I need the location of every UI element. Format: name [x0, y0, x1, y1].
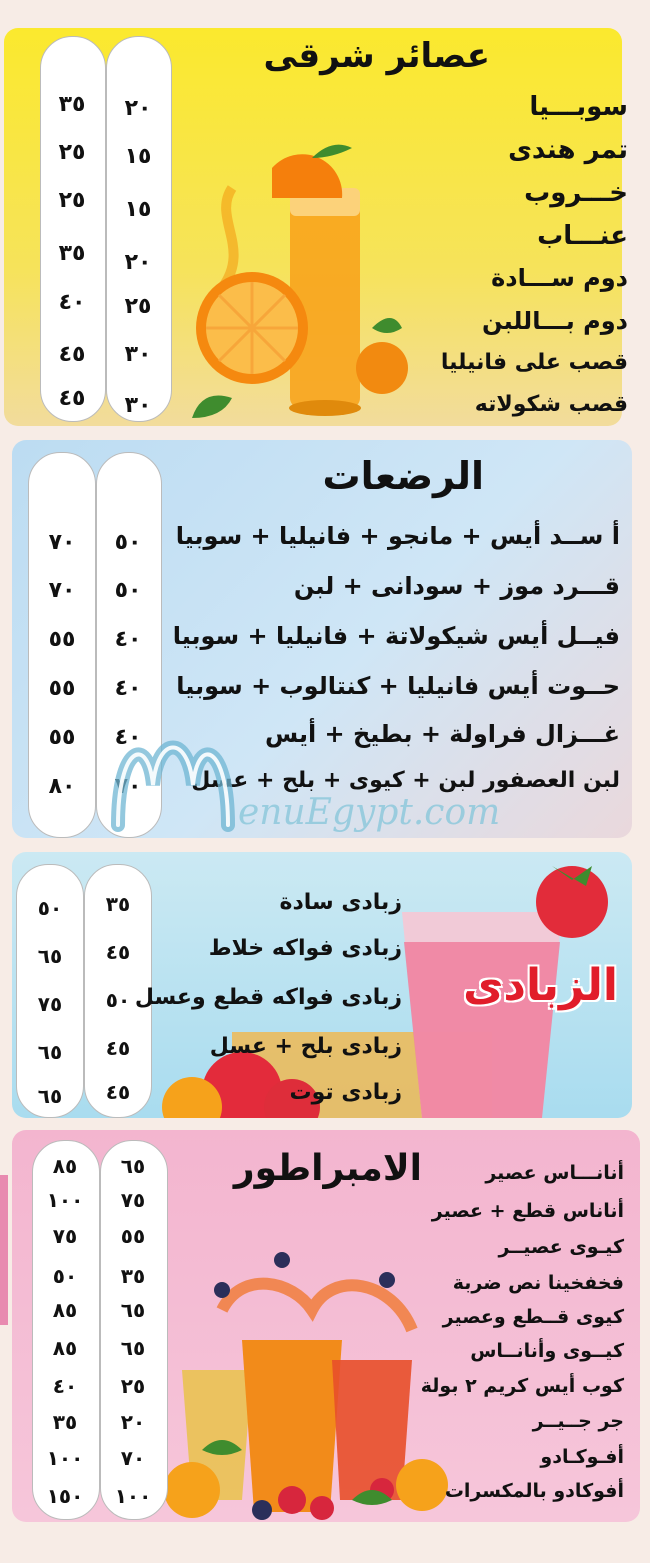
menu-item-name: زبادى بلح + عسل [209, 1034, 402, 1059]
section-title: عصائر شرقى [263, 36, 490, 76]
price-small: ٣٥ [120, 1264, 146, 1288]
menu-item-name: جر جــيــر [532, 1410, 624, 1432]
menu-item-name: أنانـــاس عصير [485, 1162, 624, 1184]
price-large: ٧٥ [52, 1224, 78, 1248]
section-title: الزبادى [463, 960, 618, 1011]
price-small: ٦٥ [120, 1154, 146, 1178]
menu-egypt-logo-watermark [108, 725, 238, 835]
price-small: ٤٥ [105, 1036, 131, 1060]
price-small: ٥٠ [105, 988, 131, 1012]
watermark-text: enuEgypt.com [238, 792, 501, 833]
price-large: ٤٠ [58, 290, 86, 315]
price-small: ٦٥ [120, 1298, 146, 1322]
page-edge-strip [0, 1175, 8, 1325]
price-small: ٤٠ [114, 676, 142, 701]
menu-item-name: كوب أيس كريم ٢ بولة [420, 1375, 624, 1397]
orange-juice-illustration [172, 128, 412, 418]
menu-item-name: أفوكادو بالمكسرات [444, 1480, 624, 1502]
price-small: ٢٠ [124, 250, 152, 275]
menu-item-name: أناناس قطع + عصير [431, 1200, 624, 1222]
menu-item-name: قصب على فانيليا [440, 350, 628, 375]
price-small: ٢٥ [124, 294, 152, 319]
price-large: ٨٥ [52, 1298, 78, 1322]
price-large: ٨٥ [52, 1154, 78, 1178]
price-small: ٢٥ [120, 1374, 146, 1398]
price-large: ١٠٠ [46, 1446, 84, 1470]
menu-item-name: كيـوى عصيــر [498, 1236, 624, 1258]
price-large: ٣٥ [52, 1410, 78, 1434]
price-small: ٢٠ [120, 1410, 146, 1434]
price-small: ٢٠ [124, 96, 152, 121]
price-large: ٢٥ [58, 188, 86, 213]
price-large: ١٥٠ [46, 1484, 84, 1508]
price-large: ٣٥ [58, 241, 86, 266]
price-small: ٥٠ [114, 530, 142, 555]
price-small: ٤٥ [105, 940, 131, 964]
price-large: ٥٠ [37, 896, 63, 920]
menu-item-name: زبادى سادة [279, 890, 402, 915]
section-title: الامبراطور [233, 1148, 422, 1189]
price-small: ٤٠ [114, 725, 142, 750]
price-large: ٥٠ [52, 1264, 78, 1288]
price-small: ١٥ [124, 144, 152, 169]
menu-item-name: سوبـــيا [529, 92, 628, 122]
price-large: ٥٥ [48, 676, 76, 701]
price-large: ٦٥ [37, 1084, 63, 1108]
price-small: ٤٥ [105, 1080, 131, 1104]
menu-item-name: عنـــاب [537, 221, 628, 251]
price-large: ٥٥ [48, 725, 76, 750]
menu-item-name: دوم بـــاللبن [481, 307, 628, 335]
price-large: ٧٠ [48, 530, 76, 555]
menu-item-name: زبادى فواكه قطع وعسل [134, 985, 402, 1010]
menu-item-name: كيــوى وأنانــاس [470, 1340, 624, 1362]
menu-item-name: زبادى توت [289, 1080, 402, 1105]
price-large: ٨٥ [52, 1336, 78, 1360]
price-large: ٣٥ [58, 92, 86, 117]
menu-item-name: فيــل أيس شيكولاتة + فانيليا + سوبيا [172, 622, 620, 650]
price-small: ٥٥ [120, 1224, 146, 1248]
menu-item-name: زبادى فواكه خلاط [208, 936, 402, 961]
menu-item-name: دوم ســـادة [491, 264, 628, 292]
price-small: ٦٥ [120, 1336, 146, 1360]
menu-item-name: حــوت أيس فانيليا + كنتالوب + سوبيا [176, 672, 620, 700]
price-large: ٤٥ [58, 342, 86, 367]
price-large: ٢٥ [58, 140, 86, 165]
price-small: ٥٠ [114, 578, 142, 603]
price-small: ٤٠ [114, 627, 142, 652]
price-small: ٧٠ [120, 1446, 146, 1470]
price-large: ٨٠ [48, 774, 76, 799]
price-large: ٧٥ [37, 992, 63, 1016]
price-large: ٦٥ [37, 944, 63, 968]
section-title: الرضعات [322, 454, 484, 498]
price-small: ٣٠ [124, 393, 152, 418]
menu-item-name: فخفخينا نص ضربة [452, 1272, 624, 1294]
menu-item-name: خـــروب [524, 178, 628, 208]
menu-item-name: تمر هندى [508, 135, 628, 165]
price-small: ١٠٠ [114, 1484, 152, 1508]
menu-item-name: كيوى قــطع وعصير [442, 1306, 624, 1328]
price-large: ٧٠ [48, 578, 76, 603]
menu-item-name: أفـوكـادو [540, 1446, 624, 1468]
price-small: ٧٠ [114, 774, 142, 799]
menu-item-name: أ ســد أيس + مانجو + فانيليا + سوبيا [175, 522, 620, 550]
price-small: ٣٥ [105, 892, 131, 916]
price-large: ٦٥ [37, 1040, 63, 1064]
menu-item-name: غـــزال فراولة + بطيخ + أيس [265, 720, 620, 748]
menu-item-name: قصب شكولاته [474, 392, 628, 417]
price-small: ٧٥ [120, 1188, 146, 1212]
menu-item-name: لبن العصفور لبن + كيوى + بلح + عسل [191, 768, 620, 793]
price-large: ١٠٠ [46, 1188, 84, 1212]
price-large: ٥٥ [48, 627, 76, 652]
price-large: ٤٥ [58, 386, 86, 411]
fruit-cocktail-illustration [162, 1250, 452, 1522]
price-small: ١٥ [124, 197, 152, 222]
price-small: ٣٠ [124, 342, 152, 367]
menu-item-name: قـــرد موز + سودانى + لبن [293, 572, 620, 600]
price-large: ٤٠ [52, 1374, 78, 1398]
